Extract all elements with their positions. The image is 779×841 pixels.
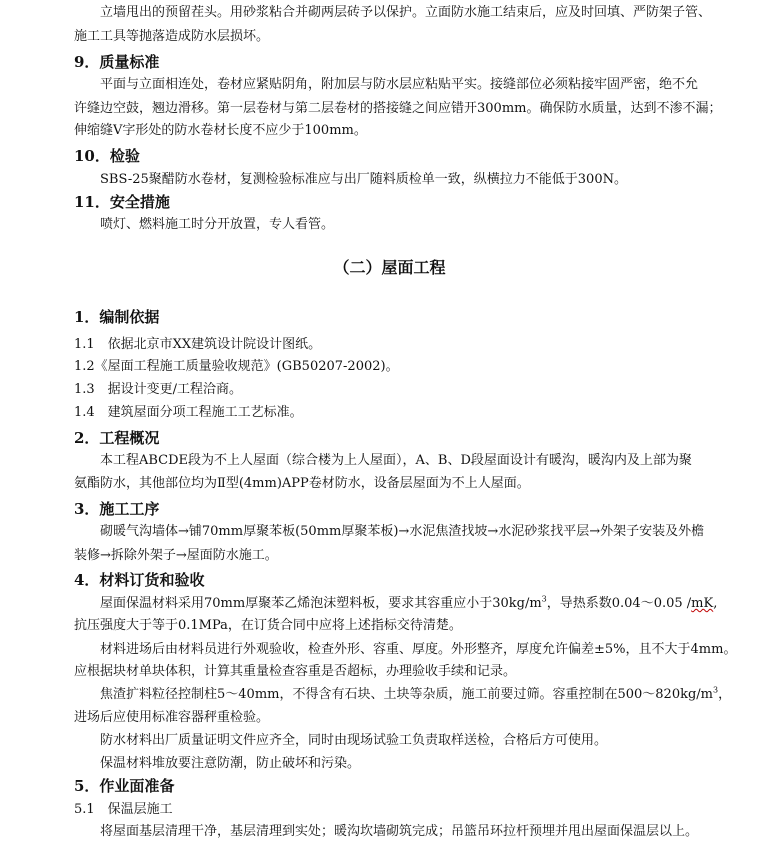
- paragraph-line: 施工工具等抛落造成防水层损坏。: [74, 29, 270, 44]
- heading-3-procedure: 3．施工工序: [74, 500, 160, 518]
- paragraph-line: 立墙甩出的预留茬头。用砂浆粘合并砌两层砖予以保护。立面防水施工结束后，应及时回填、严防架子管、: [100, 5, 712, 20]
- list-item: 5.1 保温层施工: [74, 802, 173, 817]
- paragraph-line: 许缝边空鼓，翘边滑移。第一层卷材与第二层卷材的搭接缝之间应错开300mm。确保防水质量，达到不渗不漏；: [74, 101, 722, 116]
- paragraph-line: 保温材料堆放要注意防潮，防止破坏和污染。: [100, 756, 361, 771]
- superscript: 3: [713, 685, 719, 695]
- section-title-roof: （二）屋面工程: [333, 258, 446, 277]
- paragraph-line: 伸缩缝V字形处的防水卷材长度不应少于100mm。: [74, 123, 367, 138]
- paragraph-line: 本工程ABCDE段为不上人屋面（综合楼为上人屋面），A、B、D段屋面设计有暖沟，暖沟内及上部为聚: [100, 453, 692, 468]
- paragraph-line: 材料进场后由材料员进行外观验收，检查外形、容重、厚度。外形整齐，厚度允许偏差±5%，且不大于4mm。: [100, 642, 737, 657]
- spellcheck-underlined-text: mK: [691, 596, 714, 611]
- list-item: 1.1 依据北京市XX建筑设计院设计图纸。: [74, 337, 322, 352]
- paragraph-line: [100, 686, 731, 704]
- heading-5-work-surface: 5．作业面准备: [74, 777, 175, 795]
- text-span: ，: [718, 687, 732, 702]
- list-item: 1.2《屋面工程施工质量验收规范》(GB50207-2002)。: [74, 359, 399, 374]
- paragraph-line: 喷灯、燃料施工时分开放置，专人看管。: [100, 217, 335, 232]
- paragraph-line: 将屋面基层清理干净，基层清理到实处；暖沟坎墙砌筑完成；吊篮吊环拉杆预埋并甩出屋面保温层以上。: [100, 824, 699, 839]
- paragraph-line: 抗压强度大于等于0.1MPa，在订货合同中应将上述指标交待清楚。: [74, 618, 462, 633]
- paragraph-line: SBS-25聚醋防水卷材，复测检验标准应与出厂随料质检单一致，纵横拉力不能低于300N。: [100, 172, 627, 187]
- text-span: ,: [713, 596, 718, 611]
- heading-2-overview: 2．工程概况: [74, 429, 160, 447]
- paragraph-line: 氨酯防水，其他部位均为Ⅱ型(4mm)APP卷材防水，设备层屋面为不上人屋面。: [74, 476, 530, 491]
- paragraph-line: 进场后应使用标准容器秤重检验。: [74, 710, 270, 725]
- list-item: 1.3 据设计变更/工程洽商。: [74, 382, 243, 397]
- paragraph-line: 防水材料出厂质量证明文件应齐全，同时由现场试验工负责取样送检，合格后方可使用。: [100, 733, 608, 748]
- paragraph-line: 装修→拆除外架子→屋面防水施工。: [74, 548, 278, 563]
- heading-10-inspection: 10．检验: [74, 147, 140, 165]
- superscript: 3: [541, 594, 547, 604]
- heading-11-safety: 11．安全措施: [74, 193, 170, 211]
- paragraph-line: [100, 595, 717, 613]
- paragraph-line: 应根据块材单块体积，计算其重量检查容重是否超标，办理验收手续和记录。: [74, 664, 517, 679]
- text-span: ，导热系数0.04～0.05 /: [546, 596, 692, 611]
- heading-9-quality-standard: 9．质量标准: [74, 53, 160, 71]
- list-item: 1.4 建筑屋面分项工程施工工艺标准。: [74, 405, 303, 420]
- paragraph-line: 砌暖气沟墙体→铺70mm厚聚苯板(50mm厚聚苯板)→水泥焦渣找坡→水泥砂浆找平层→外架子安装及外檐: [100, 524, 705, 539]
- paragraph-line: 平面与立面相连处，卷材应紧贴阴角，附加层与防水层应粘贴平实。接缝部位必须粘接牢固严密，绝不允: [100, 77, 699, 92]
- text-span: 焦渣扩料粒径控制柱5～40mm，不得含有石块、土块等杂质，施工前要过筛。容重控制在500～820kg/m: [100, 687, 714, 702]
- heading-1-basis: 1．编制依据: [74, 308, 160, 326]
- text-span: 屋面保温材料采用70mm厚聚苯乙烯泡沫塑料板，要求其容重应小于30kg/m: [100, 596, 542, 611]
- heading-4-materials: 4．材料订货和验收: [74, 571, 205, 589]
